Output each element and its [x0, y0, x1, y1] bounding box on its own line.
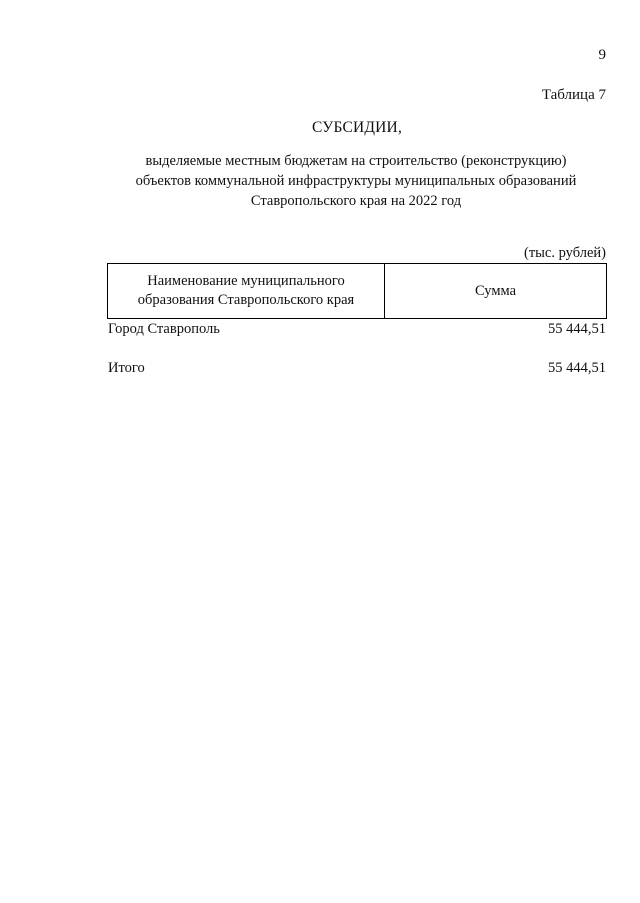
- page-number: 9: [598, 47, 606, 63]
- header-name-line: Наименование муниципального: [147, 273, 345, 289]
- row-amount: 55 444,51: [548, 321, 606, 337]
- subtitle-line: выделяемые местным бюджетам на строительство (реконструкцию): [145, 153, 567, 169]
- total-label: Итого: [108, 360, 145, 376]
- units-label: (тыс. рублей): [524, 245, 606, 261]
- header-municipality-name: [108, 264, 385, 318]
- table-header: [107, 263, 607, 319]
- subtitle-line: Ставропольского края на 2022 год: [250, 193, 462, 209]
- header-sum: Сумма: [474, 282, 517, 299]
- header-name-line: образования Ставропольского края: [137, 292, 355, 308]
- row-municipality-name: Город Ставрополь: [108, 321, 220, 337]
- subtitle-line: объектов коммунальной инфраструктуры муниципальных образований: [135, 173, 577, 189]
- total-row: [108, 360, 606, 377]
- table-label: Таблица 7: [541, 87, 606, 103]
- document-subtitle: [90, 151, 622, 211]
- total-amount: 55 444,51: [548, 360, 606, 376]
- document-title: СУБСИДИИ,: [311, 119, 403, 136]
- table-row: [108, 321, 606, 338]
